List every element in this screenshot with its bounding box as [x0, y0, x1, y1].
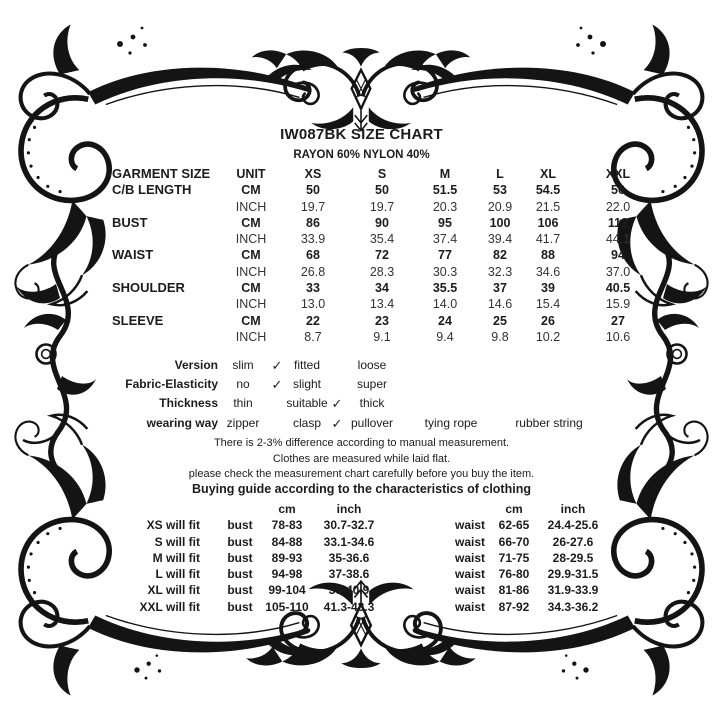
size-value-cell: 8.7 — [304, 329, 322, 344]
guide-column-header — [220, 501, 260, 517]
spacer — [200, 517, 220, 533]
guide-size-label: S will fit — [154, 534, 200, 549]
size-value-cell: 94 — [611, 248, 625, 263]
size-row-label: SLEEVE — [112, 312, 164, 328]
size-value-cell: 37.4 — [432, 232, 458, 247]
checkmark-icon: ✓ — [271, 358, 283, 373]
attribute-option: clasp — [292, 415, 321, 430]
size-value-cell: 10.6 — [605, 329, 631, 344]
measurement-notes — [0, 436, 723, 483]
guide-cm-value: 99-104 — [268, 583, 306, 598]
guide-cm-value: 76-80 — [498, 567, 530, 582]
size-table-header: XXL — [605, 167, 631, 181]
size-value-cell: 35.5 — [432, 281, 458, 296]
guide-measure-label: waist — [454, 518, 485, 533]
size-value-cell: 90 — [375, 215, 389, 230]
size-row-label: BUST — [112, 214, 148, 230]
guide-cm-value: 105-110 — [265, 599, 309, 614]
size-value-cell: 40.5 — [605, 281, 631, 296]
size-value-cell: 77 — [438, 248, 452, 263]
size-value-cell: 51.5 — [432, 183, 458, 198]
size-table-header: XS — [304, 167, 322, 181]
size-row-label: SHOULDER — [112, 280, 185, 296]
page-title: IW087BK SIZE CHART — [280, 126, 443, 143]
size-value-cell: 15.4 — [535, 297, 561, 312]
guide-cm-value: 62-65 — [498, 518, 530, 533]
guide-measure-label: bust — [227, 550, 253, 565]
attribute-option: thick — [359, 396, 385, 411]
unit-cell: CM — [241, 281, 261, 296]
note-line: Clothes are measured while laid flat. — [272, 452, 451, 465]
guide-column-header — [447, 501, 493, 517]
note-line: please check the measurement chart carefully before you buy the item. — [188, 468, 535, 481]
unit-cell: INCH — [235, 297, 267, 312]
size-value-cell: 37.0 — [605, 264, 631, 279]
size-table-header: UNIT — [236, 167, 266, 181]
size-row-label — [112, 264, 228, 280]
size-value-cell: 9.8 — [491, 329, 509, 344]
attribute-option: no — [236, 377, 250, 392]
size-table-header: M — [439, 167, 451, 181]
attribute-label: Fabric-Elasticity — [125, 377, 218, 392]
attribute-row — [110, 356, 594, 375]
guide-column-header — [137, 501, 200, 517]
size-table-header: XL — [540, 167, 556, 181]
size-value-cell: 34.6 — [535, 264, 561, 279]
buying-guide-table — [137, 501, 611, 615]
attribute-option: rubber string — [515, 415, 583, 430]
attribute-option: thin — [233, 396, 253, 411]
unit-cell: INCH — [235, 199, 267, 214]
attribute-row — [110, 375, 594, 394]
attribute-option — [398, 356, 504, 375]
guide-inch-value: 33.1-34.6 — [323, 534, 375, 549]
size-value-cell: 54.5 — [535, 183, 561, 198]
guide-size-label: M will fit — [152, 550, 200, 565]
size-value-cell: 24 — [438, 313, 452, 328]
guide-inch-value: 41.3-43.3 — [323, 599, 375, 614]
size-value-cell: 9.1 — [373, 329, 391, 344]
guide-cm-value: 87-92 — [498, 599, 530, 614]
guide-inch-value: 28-29.5 — [552, 550, 594, 565]
guide-column-header — [200, 501, 220, 517]
guide-inch-value: 37-38.6 — [328, 567, 370, 582]
spacer — [384, 566, 447, 582]
attribute-option: fitted — [293, 358, 320, 372]
attribute-option — [504, 394, 594, 413]
size-value-cell: 10.2 — [535, 329, 561, 344]
size-value-cell: 68 — [306, 248, 320, 263]
attribute-label: wearing way — [146, 415, 218, 430]
attribute-option — [268, 394, 286, 413]
size-value-cell: 20.3 — [432, 199, 458, 214]
guide-size-label: L will fit — [155, 567, 200, 582]
buying-guide-title: Buying guide according to the characteristics of clothing — [192, 482, 531, 496]
attribute-option — [398, 375, 504, 394]
guide-cm-value: 84-88 — [271, 534, 303, 549]
size-value-cell: 100 — [489, 215, 511, 230]
size-value-cell: 39.4 — [487, 232, 513, 247]
attribute-option: super — [356, 377, 388, 392]
guide-inch-value: 26-27.6 — [552, 534, 594, 549]
size-value-cell: 27 — [611, 313, 625, 328]
size-value-cell: 41.7 — [535, 232, 561, 247]
guide-cm-value: 81-86 — [498, 583, 530, 598]
size-value-cell: 86 — [306, 215, 320, 230]
size-value-cell: 19.7 — [300, 199, 326, 214]
size-table-header: S — [377, 167, 387, 181]
unit-cell: INCH — [235, 264, 267, 279]
spacer — [200, 550, 220, 566]
guide-measure-label: waist — [454, 567, 485, 582]
size-row-label — [112, 296, 228, 312]
attribute-label: Thickness — [159, 396, 218, 411]
guide-measure-label: bust — [227, 567, 253, 582]
size-value-cell: 106 — [537, 215, 559, 230]
size-value-cell: 14.6 — [487, 297, 513, 312]
attribute-option: loose — [357, 358, 387, 372]
unit-cell: CM — [241, 313, 261, 328]
guide-column-header — [384, 501, 447, 517]
spacer — [384, 599, 447, 615]
attribute-option — [504, 375, 594, 394]
size-value-cell: 88 — [541, 248, 555, 263]
checkmark-icon: ✓ — [331, 415, 343, 431]
size-value-cell: 30.3 — [432, 264, 458, 279]
guide-inch-value: 24.4-25.6 — [547, 518, 599, 533]
guide-measure-label: waist — [454, 550, 485, 565]
size-row-label — [112, 329, 228, 345]
size-value-cell: 34 — [375, 281, 389, 296]
size-value-cell: 44.1 — [605, 232, 631, 247]
unit-cell: CM — [241, 183, 261, 198]
size-value-cell: 35.4 — [369, 232, 395, 247]
size-value-cell: 26 — [541, 313, 555, 328]
unit-cell: CM — [241, 215, 261, 230]
guide-column-header: inch — [336, 502, 362, 516]
size-value-cell: 32.3 — [487, 264, 513, 279]
attribute-option — [504, 356, 594, 375]
attribute-label: Version — [174, 358, 218, 372]
spacer — [384, 517, 447, 533]
unit-cell: INCH — [235, 329, 267, 344]
size-value-cell: 53 — [493, 183, 507, 198]
spacer — [384, 534, 447, 550]
size-table-header: GARMENT SIZE — [112, 166, 211, 181]
guide-size-label: XS will fit — [146, 518, 200, 533]
size-value-cell: 15.9 — [605, 297, 631, 312]
size-value-cell: 22 — [306, 313, 320, 328]
size-row-label — [112, 199, 228, 215]
attribute-option — [268, 414, 286, 433]
guide-column-header: cm — [278, 502, 296, 516]
attribute-option: pullover — [350, 415, 394, 430]
size-value-cell: 13.0 — [300, 297, 326, 312]
size-row-label: WAIST — [112, 247, 154, 263]
guide-cm-value: 89-93 — [271, 550, 303, 565]
guide-inch-value: 30.7-32.7 — [323, 518, 375, 533]
spacer — [200, 599, 220, 615]
attribute-option: tying rope — [424, 415, 478, 430]
size-value-cell: 28.3 — [369, 264, 395, 279]
size-value-cell: 50 — [306, 183, 320, 198]
size-value-cell: 25 — [493, 313, 507, 328]
size-value-cell: 19.7 — [369, 199, 395, 214]
size-value-cell: 72 — [375, 248, 389, 263]
spacer — [200, 582, 220, 598]
attribute-option — [398, 394, 504, 413]
guide-inch-value: 31.9-33.9 — [547, 583, 599, 598]
size-row-label — [112, 231, 228, 247]
attribute-row — [110, 394, 594, 413]
spacer — [200, 534, 220, 550]
size-value-cell: 14.0 — [432, 297, 458, 312]
guide-measure-label: bust — [227, 599, 253, 614]
guide-inch-value: 29.9-31.5 — [547, 567, 599, 582]
guide-measure-label: waist — [454, 534, 485, 549]
guide-inch-value: 34.3-36.2 — [547, 599, 599, 614]
attribute-option: zipper — [226, 415, 260, 430]
size-value-cell: 13.4 — [369, 297, 395, 312]
size-value-cell: 23 — [375, 313, 389, 328]
guide-measure-label: bust — [227, 583, 253, 598]
checkmark-icon: ✓ — [331, 396, 343, 412]
size-value-cell: 56 — [611, 183, 625, 198]
size-value-cell: 9.4 — [436, 329, 454, 344]
guide-column-header: inch — [560, 502, 586, 516]
size-value-cell: 33 — [306, 281, 320, 296]
guide-measure-label: waist — [454, 599, 485, 614]
guide-measure-label: waist — [454, 583, 485, 598]
attribute-row — [110, 414, 594, 433]
guide-measure-label: bust — [227, 534, 253, 549]
spacer — [384, 582, 447, 598]
size-table-header: L — [496, 167, 504, 181]
garment-size-table — [112, 166, 662, 345]
size-value-cell: 82 — [493, 248, 507, 263]
guide-size-label: XL will fit — [147, 583, 200, 598]
guide-cm-value: 94-98 — [271, 567, 303, 582]
guide-measure-label: bust — [227, 518, 253, 533]
size-value-cell: 39 — [541, 281, 555, 296]
guide-cm-value: 78-83 — [271, 518, 303, 533]
guide-column-header: cm — [505, 502, 523, 516]
attribute-option: slim — [232, 358, 254, 372]
checkmark-icon: ✓ — [271, 377, 283, 393]
fabric-composition: RAYON 60% NYLON 40% — [293, 149, 430, 161]
unit-cell: CM — [241, 248, 261, 263]
spacer — [200, 566, 220, 582]
size-value-cell: 50 — [375, 183, 389, 198]
attribute-option: suitable — [286, 396, 328, 411]
spacer — [384, 550, 447, 566]
guide-cm-value: 71-75 — [498, 550, 530, 565]
size-value-cell: 21.5 — [535, 199, 561, 214]
size-value-cell: 112 — [607, 215, 629, 230]
size-value-cell: 22.0 — [605, 199, 631, 214]
size-value-cell: 20.9 — [487, 199, 513, 214]
guide-inch-value: 35-36.6 — [328, 550, 370, 565]
guide-inch-value: 39-40.9 — [328, 583, 370, 598]
attribute-option: slight — [292, 377, 321, 392]
size-value-cell: 33.9 — [300, 232, 326, 247]
size-row-label: C/B LENGTH — [112, 182, 192, 198]
unit-cell: INCH — [235, 232, 267, 247]
size-value-cell: 26.8 — [300, 264, 326, 279]
attribute-option — [328, 375, 346, 394]
garment-attributes-table — [110, 356, 594, 433]
guide-size-label: XXL will fit — [139, 599, 200, 614]
attribute-option — [328, 356, 346, 375]
size-value-cell: 95 — [438, 215, 452, 230]
size-value-cell: 37 — [493, 281, 507, 296]
guide-cm-value: 66-70 — [498, 534, 530, 549]
note-line: There is 2-3% difference according to manual measurement. — [213, 437, 510, 449]
